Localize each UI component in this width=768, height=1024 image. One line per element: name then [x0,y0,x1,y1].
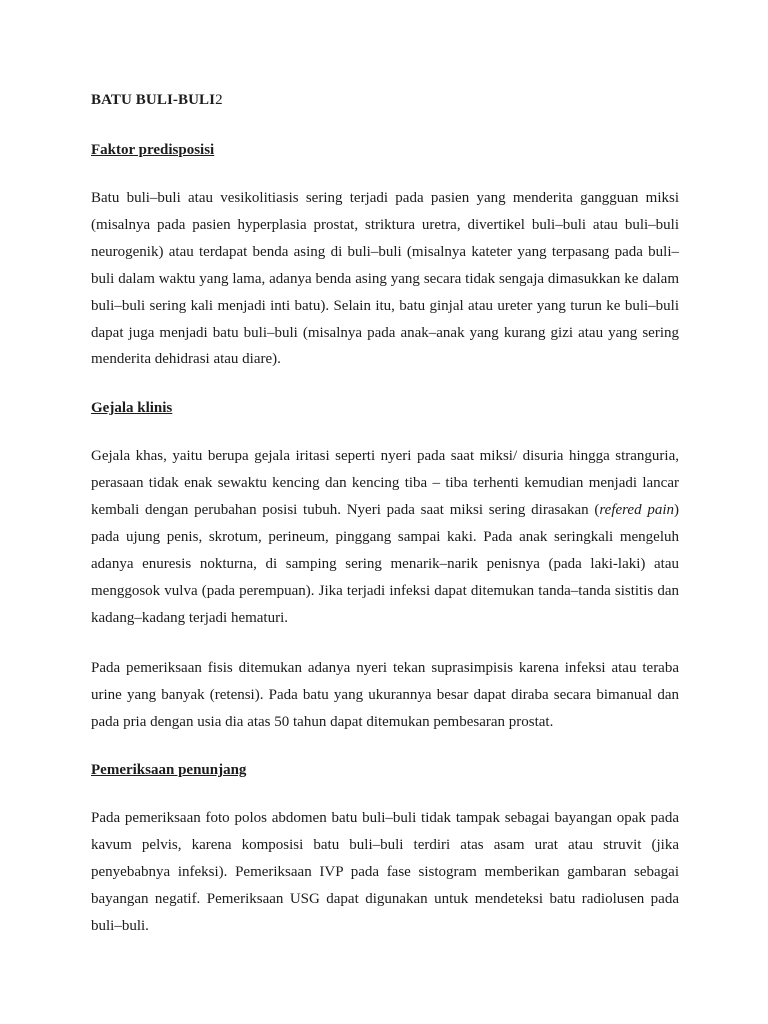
paragraph-gejala-khas-part2: ) pada ujung penis, skrotum, perineum, pinggang sampai kaki. Pada anak seringkali mengeluh adanya enuresis nokturna, di samping sering menarik–narik penisnya (pada laki-laki) atau menggosok vulva (pada perempuan). Jika terjadi infeksi dapat ditemukan tanda–tanda sistitis dan kadang–kadang terjadi hematuri. [91,502,679,626]
paragraph-pemeriksaan-penunjang: Pada pemeriksaan foto polos abdomen batu buli–buli tidak tampak sebagai bayangan opak pada kavum pelvis, karena komposisi batu buli–buli terdiri atas asam urat atau struvit (jika penyebabnya infeksi). Pemeriksaan IVP pada fase sistogram memberikan gambaran sebagai bayangan negatif. Pemeriksaan USG dapat digunakan untuk mendeteksi batu radiolusen pada buli–buli. [91,810,679,935]
section-heading-faktor-predisposisi: Faktor predisposisi [91,142,215,158]
paragraph-gejala-khas-part1: Gejala khas, yaitu berupa gejala iritasi seperti nyeri pada saat miksi/ disuria hingga stranguria, perasaan tidak enak sewaktu kencing dan kencing tiba – tiba terhenti kemudian menjadi lancar kembali dengan perubahan posisi tubuh. Nyeri pada saat miksi sering dirasakan ( [91,448,679,519]
italic-refered-pain: refered pain [599,502,674,519]
paragraph-gejala-khas [91,443,679,631]
title-main: BATU BULI-BULI [91,92,216,108]
document-title [91,88,679,112]
document-page [91,88,679,963]
paragraph-pemeriksaan-fisis: Pada pemeriksaan fisis ditemukan adanya nyeri tekan suprasimpisis karena infeksi atau teraba urine yang banyak (retensi). Pada batu yang ukurannya besar dapat diraba secara bimanual dan pada pria dengan usia dia atas 50 tahun dapat ditemukan pembesaran prostat. [91,659,679,730]
section-heading-gejala-klinis: Gejala klinis [91,400,173,417]
section-heading-pemeriksaan-penunjang: Pemeriksaan penunjang [91,762,247,779]
title-suffix: 2 [215,92,223,108]
paragraph-faktor-predisposisi: Batu buli–buli atau vesikolitiasis sering terjadi pada pasien yang menderita gangguan miksi (misalnya pada pasien hyperplasia prostat, striktura uretra, divertikel buli–buli atau buli–buli neurogenik) atau terdapat benda asing di buli–buli (misalnya kateter yang terpasang pada buli–buli dalam waktu yang lama, adanya benda asing yang secara tidak sengaja dimasukkan ke dalam buli–buli sering kali menjadi inti batu). Selain itu, batu ginjal atau ureter yang turun ke buli–buli dapat juga menjadi batu buli–buli (misalnya pada anak–anak yang kurang gizi atau yang sering menderita dehidrasi atau diare). [91,190,679,368]
